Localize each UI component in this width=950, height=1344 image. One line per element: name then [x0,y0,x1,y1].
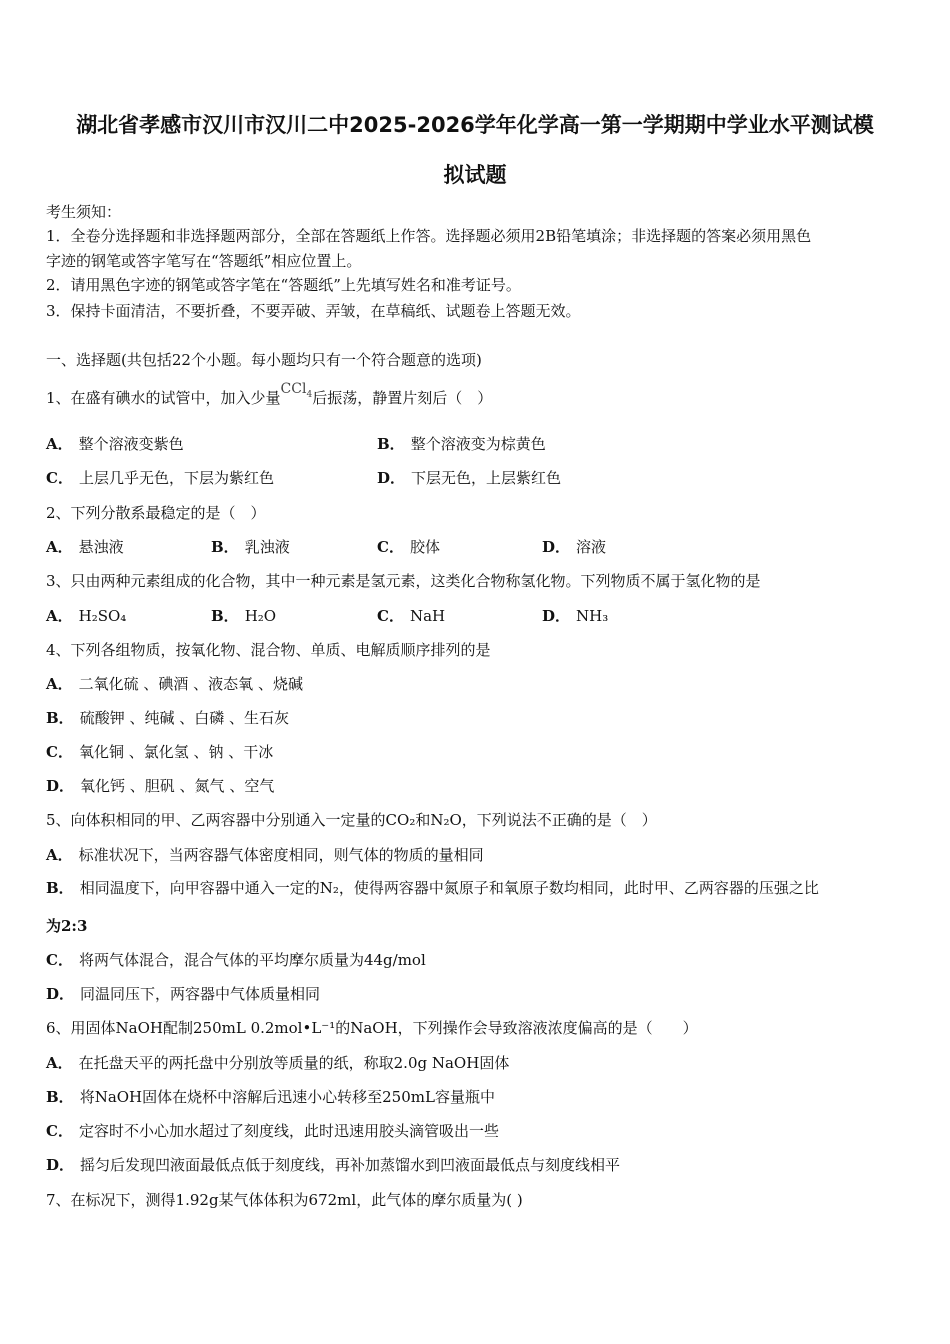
question-4: 4、下列各组物质，按氧化物、混合物、单质、电解质顺序排列的是 [46,641,491,659]
notice-item: 1．全卷分选择题和非选择题两部分，全部在答题纸上作答。选择题必须用2B铅笔填涂；非选择题的答案必须用黑色 [46,227,812,245]
option: B． 整个溶液变为棕黄色 [377,435,546,453]
question-6: 6、用固体NaOH配制250mL 0.2mol•L⁻¹的NaOH，下列操作会导致溶液浓度偏高的是（ ） [46,1019,698,1037]
option: C． 将两气体混合，混合气体的平均摩尔质量为44g/mol [46,951,426,969]
question-7: 7、在标况下，测得1.92g某气体体积为672ml，此气体的摩尔质量为( ) [46,1191,523,1209]
section-heading: 一、选择题(共包括22个小题。每小题均只有一个符合题意的选项) [46,351,482,369]
option: A． 整个溶液变紫色 [46,435,184,453]
notice-item: 3．保持卡面清洁，不要折叠，不要弄破、弄皱，在草稿纸、试题卷上答题无效。 [46,302,581,320]
q1-stem: 1、在盛有碘水的试管中，加入少量 [46,389,281,407]
option: A． 标准状况下，当两容器气体密度相同，则气体的物质的量相同 [46,846,484,864]
ccl4-formula: CCl$_4$ [280,381,313,400]
option: B． 硫酸钾 、纯碱 、白磷 、生石灰 [46,709,289,727]
question-2: 2、下列分散系最稳定的是（ ） [46,504,266,522]
option-continuation: 为2:3 [46,917,88,935]
option: B． 将NaOH固体在烧杯中溶解后迅速小心转移至250mL容量瓶中 [46,1088,495,1106]
document-title: 湖北省孝感市汉川市汉川二中2025-2026学年化学高一第一学期期中学业水平测试模 [76,113,874,137]
notice-item: 2．请用黑色字迹的钢笔或答字笔在“答题纸”上先填写姓名和准考证号。 [46,276,521,294]
option: B． H₂O [211,607,277,625]
option: A． H₂SO₄ [46,607,127,625]
option: D． NH₃ [542,607,609,625]
option: C． 胶体 [377,538,440,556]
option: D． 下层无色，上层紫红色 [377,469,562,487]
option: C． 上层几乎无色，下层为紫红色 [46,469,274,487]
option: D． 摇匀后发现凹液面最低点低于刻度线，再补加蒸馏水到凹液面最低点与刻度线相平 [46,1156,621,1174]
option: C． NaH [377,607,446,625]
option: A． 悬浊液 [46,538,124,556]
option: C． 定容时不小心加水超过了刻度线，此时迅速用胶头滴管吸出一些 [46,1122,499,1140]
question-3: 3、只由两种元素组成的化合物，其中一种元素是氢元素，这类化合物称氢化物。下列物质不属于氢化物的是 [46,572,761,590]
notice-item: 字迹的钢笔或答字笔写在“答题纸”相应位置上。 [46,252,362,270]
option: D． 溶液 [542,538,607,556]
option: B． 相同温度下，向甲容器中通入一定的N₂，使得两容器中氮原子和氧原子数均相同，此时甲、乙两容器的压强之比 [46,879,819,897]
question-1 [46,381,493,415]
option: A． 在托盘天平的两托盘中分别放等质量的纸，称取2.0g NaOH固体 [46,1054,510,1072]
q1-stem-end: 后振荡，静置片刻后（ ） [312,389,493,407]
notice-heading: 考生须知： [46,203,122,221]
option: B． 乳浊液 [211,538,290,556]
question-5: 5、向体积相同的甲、乙两容器中分别通入一定量的CO₂和N₂O，下列说法不正确的是（ ） [46,811,657,829]
option: D． 氧化钙 、胆矾 、氮气 、空气 [46,777,275,795]
option: A． 二氧化硫 、碘酒 、液态氧 、烧碱 [46,675,303,693]
option: D． 同温同压下，两容器中气体质量相同 [46,985,321,1003]
option: C． 氧化铜 、氯化氢 、钠 、干冰 [46,743,274,761]
document-title-cont: 拟试题 [443,163,507,187]
